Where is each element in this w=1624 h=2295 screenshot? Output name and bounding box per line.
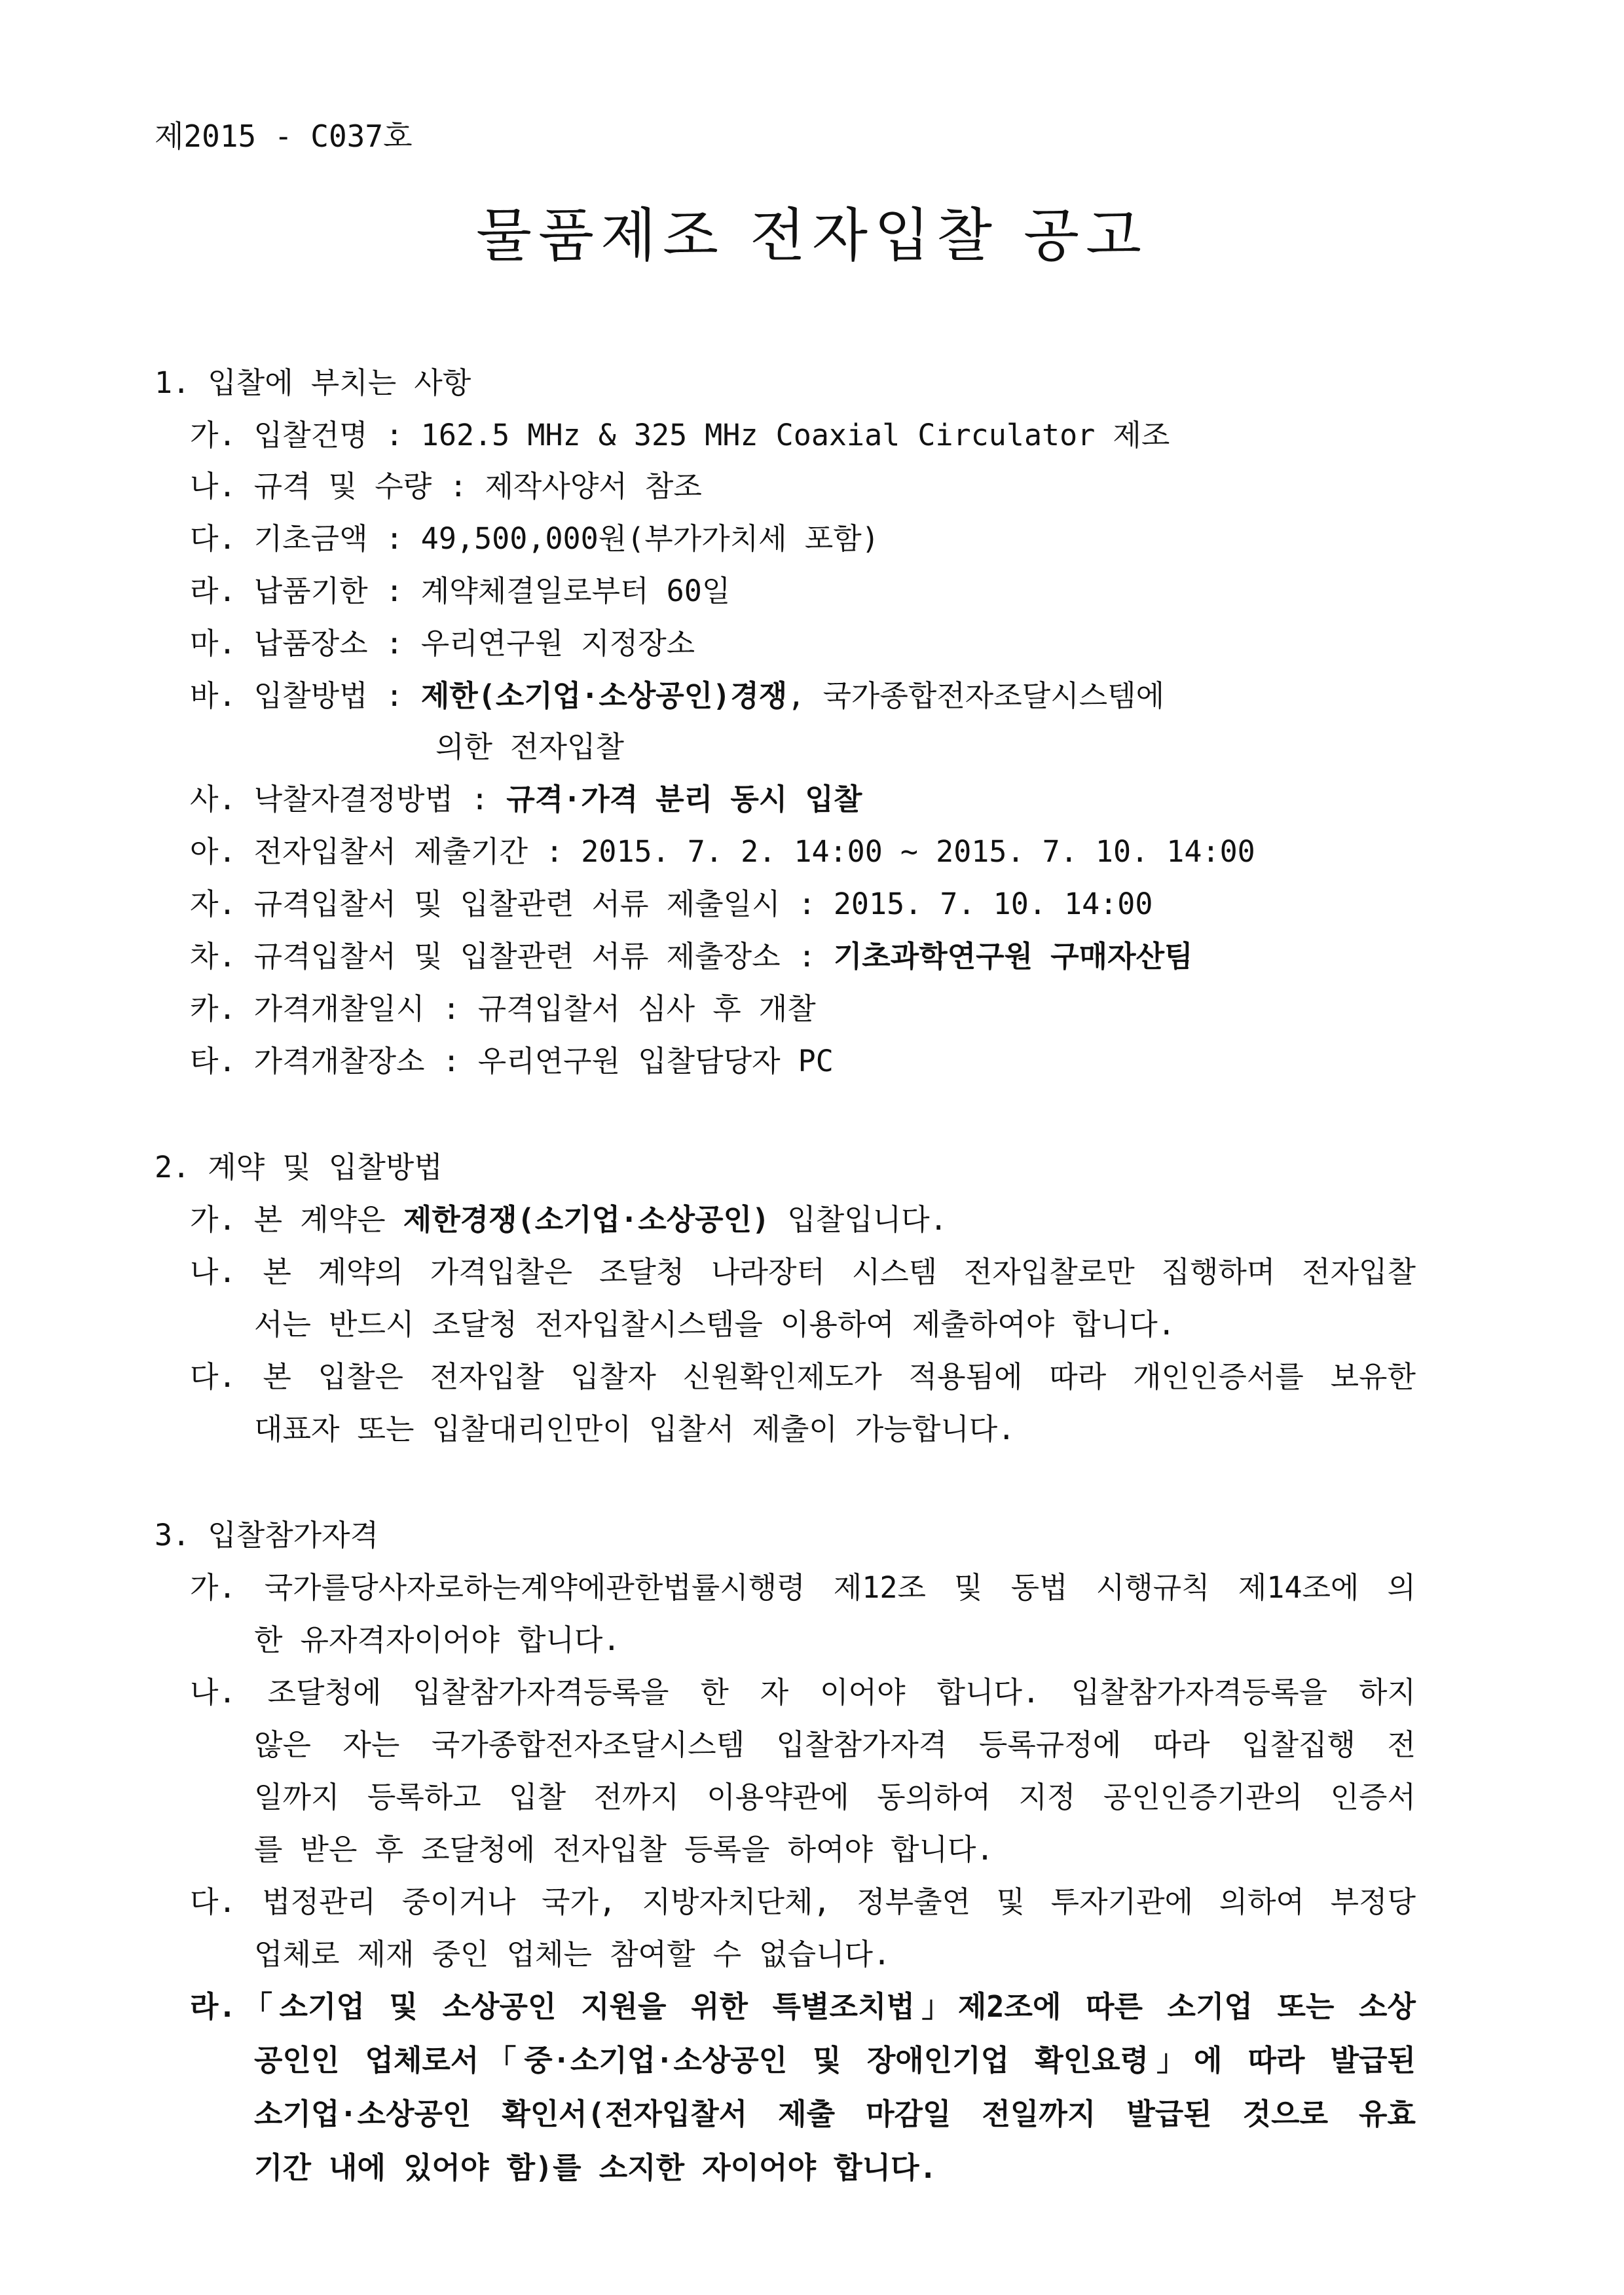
item-3-da-line-1: 다. 법정관리 중이거나 국가, 지방자치단체, 정부출연 및 투자기관에 의하여 부정당 bbox=[190, 1884, 1416, 1919]
document-number: 제2015 - C037호 bbox=[155, 119, 413, 154]
item-1-ba-continued: 의한 전자입찰 bbox=[435, 729, 624, 764]
page-title: 물품제조 전자입찰 공고 bbox=[475, 202, 1149, 269]
item-1-ba bbox=[190, 676, 1164, 716]
section-1-heading: 1. 입찰에 부치는 사항 bbox=[155, 365, 471, 400]
item-1-sa bbox=[190, 780, 862, 819]
item-2-ga bbox=[190, 1200, 948, 1239]
item-2-da-line-2: 대표자 또는 입찰대리인만이 입찰서 제출이 가능합니다. bbox=[254, 1412, 1016, 1446]
item-1-ma: 마. 납품장소 : 우리연구원 지정장소 bbox=[190, 626, 695, 661]
item-1-da: 다. 기초금액 : 49,500,000원(부가가치세 포함) bbox=[190, 521, 879, 556]
item-3-na-line-3: 일까지 등록하고 입찰 전까지 이용약관에 동의하여 지정 공인인증기관의 인증서 bbox=[254, 1780, 1416, 1814]
item-2-ga-prefix: 가. 본 계약은 bbox=[190, 1202, 403, 1237]
item-1-ba-prefix: 바. 입찰방법 : bbox=[190, 678, 421, 713]
item-1-cha-prefix: 차. 규격입찰서 및 입찰관련 서류 제출장소 : bbox=[190, 939, 834, 974]
item-3-ga-line-2: 한 유자격자이어야 합니다. bbox=[254, 1623, 621, 1657]
item-1-na: 나. 규격 및 수량 : 제작사양서 참조 bbox=[190, 469, 702, 504]
item-1-ba-rest: , 국가종합전자조달시스템에 bbox=[787, 678, 1165, 713]
item-3-ra-line-4: 기간 내에 있어야 함)를 소지한 자이어야 합니다. bbox=[254, 2150, 937, 2185]
item-1-ga: 가. 입찰건명 : 162.5 MHz & 325 MHz Coaxial Circulator 제조 bbox=[190, 418, 1170, 452]
item-3-na-line-2: 않은 자는 국가종합전자조달시스템 입찰참가자격 등록규정에 따라 입찰집행 전 bbox=[254, 1727, 1416, 1762]
item-1-ka: 카. 가격개찰일시 : 규격입찰서 심사 후 개찰 bbox=[190, 991, 816, 1026]
item-1-ba-bold: 제한(소기업·소상공인)경쟁 bbox=[420, 678, 788, 713]
item-2-ga-bold: 제한경쟁(소기업·소상공인) bbox=[403, 1202, 770, 1237]
item-1-a: 아. 전자입찰서 제출기간 : 2015. 7. 2. 14:00 ~ 2015. 7. 10. 14:00 bbox=[190, 834, 1255, 869]
item-1-cha bbox=[190, 937, 1193, 976]
item-1-ta: 타. 가격개찰장소 : 우리연구원 입찰담당자 PC bbox=[190, 1044, 834, 1078]
item-2-na-line-1: 나. 본 계약의 가격입찰은 조달청 나라장터 시스템 전자입찰로만 집행하며 전자입찰 bbox=[190, 1255, 1416, 1289]
item-1-cha-bold: 기초과학연구원 구매자산팀 bbox=[833, 939, 1193, 974]
item-3-da-line-2: 업체로 제재 중인 업체는 참여할 수 없습니다. bbox=[254, 1937, 891, 1972]
item-1-ra: 라. 납품기한 : 계약체결일로부터 60일 bbox=[190, 574, 731, 608]
item-2-da-line-1: 다. 본 입찰은 전자입찰 입찰자 신원확인제도가 적용됨에 따라 개인인증서를 보유한 bbox=[190, 1359, 1416, 1394]
item-3-na-line-4: 를 받은 후 조달청에 전자입찰 등록을 하여야 합니다. bbox=[254, 1832, 994, 1867]
section-2-heading: 2. 계약 및 입찰방법 bbox=[155, 1150, 443, 1184]
section-3-heading: 3. 입찰참가자격 bbox=[155, 1518, 379, 1552]
item-3-ra-line-3: 소기업·소상공인 확인서(전자입찰서 제출 마감일 전일까지 발급된 것으로 유효 bbox=[254, 2097, 1416, 2131]
item-3-ra-line-1: 라.「소기업 및 소상공인 지원을 위한 특별조치법」제2조에 따른 소기업 또는 소상 bbox=[190, 1989, 1416, 2024]
item-2-na-line-2: 서는 반드시 조달청 전자입찰시스템을 이용하여 제출하여야 합니다. bbox=[254, 1307, 1175, 1342]
item-3-ra-line-2: 공인인 업체로서「중·소기업·소상공인 및 장애인기업 확인요령」에 따라 발급된 bbox=[254, 2043, 1416, 2078]
item-3-na-line-1: 나. 조달청에 입찰참가자격등록을 한 자 이어야 합니다. 입찰참가자격등록을 하지 bbox=[190, 1675, 1416, 1710]
item-1-ja: 자. 규격입찰서 및 입찰관련 서류 제출일시 : 2015. 7. 10. 14:00 bbox=[190, 887, 1153, 921]
item-3-ga-line-1: 가. 국가를당사자로하는계약에관한법률시행령 제12조 및 동법 시행규칙 제14조에 의 bbox=[190, 1570, 1416, 1605]
item-2-ga-rest: 입찰입니다. bbox=[769, 1202, 948, 1237]
item-1-sa-bold: 규격·가격 분리 동시 입찰 bbox=[506, 782, 862, 817]
item-1-sa-prefix: 사. 낙찰자결정방법 : bbox=[190, 782, 507, 817]
